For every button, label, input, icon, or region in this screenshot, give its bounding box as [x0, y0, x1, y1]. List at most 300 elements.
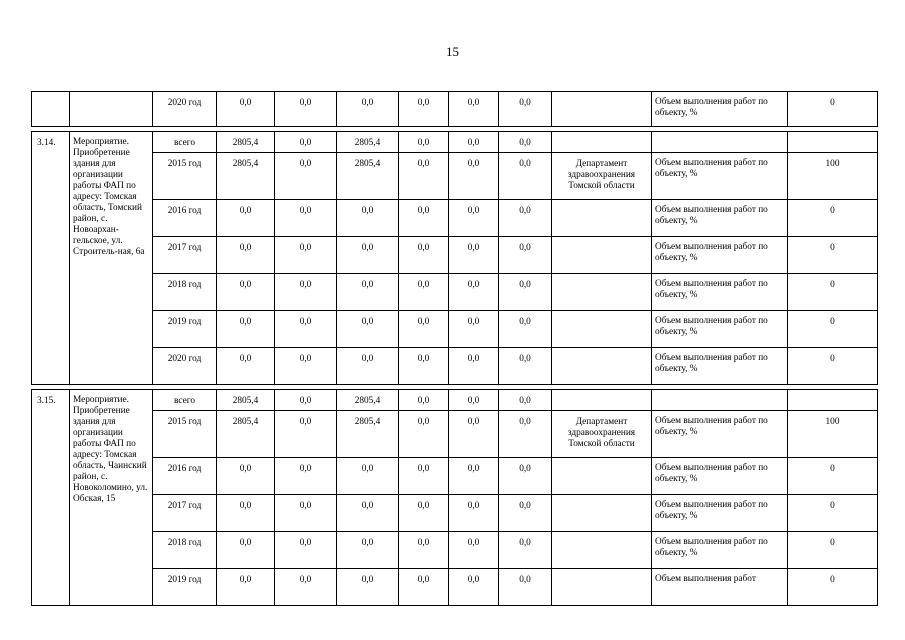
value-cell-fed-text: 0,0 — [299, 501, 312, 511]
value-cell-reg — [337, 274, 399, 311]
value-cell-ext — [449, 411, 499, 458]
value-cell-fed — [275, 348, 337, 385]
department-cell-text — [552, 348, 651, 354]
value-cell-total — [217, 458, 275, 495]
department-cell-text — [552, 200, 651, 206]
value-cell-reg — [337, 569, 399, 606]
year-cell-text: 2016 год — [167, 206, 202, 216]
table-row — [32, 237, 878, 274]
target-value-cell — [788, 92, 878, 127]
table-row — [32, 411, 878, 458]
value-cell-ext — [449, 390, 499, 411]
indicator-cell-text: Объем выполнения работ — [655, 574, 756, 584]
target-value-cell-text: 0 — [830, 317, 835, 327]
indicator-cell-text: Объем выполнения работ по объекту, % — [655, 205, 768, 226]
indicator-cell — [652, 458, 788, 495]
year-cell-text: 2018 год — [167, 280, 202, 290]
value-cell-extra — [499, 237, 552, 274]
table-row — [32, 569, 878, 606]
value-cell-ext-text: 0,0 — [467, 575, 480, 585]
value-cell-extra — [499, 153, 552, 200]
value-cell-extra — [499, 495, 552, 532]
target-value-cell — [788, 132, 878, 153]
value-cell-ext-text: 0,0 — [467, 354, 480, 364]
value-cell-reg — [337, 411, 399, 458]
target-value-cell-text: 0 — [830, 575, 835, 585]
value-cell-fed — [275, 532, 337, 569]
value-cell-loc-text: 0,0 — [417, 243, 430, 253]
department-cell-text — [552, 532, 651, 538]
indicator-cell — [652, 237, 788, 274]
department-cell — [552, 311, 652, 348]
value-cell-reg-text: 0,0 — [361, 464, 374, 474]
value-cell-extra-text: 0,0 — [519, 396, 531, 406]
value-cell-total-text: 2805,4 — [232, 417, 259, 427]
value-cell-total-text: 2805,4 — [232, 396, 259, 406]
value-cell-reg — [337, 311, 399, 348]
value-cell-ext-text: 0,0 — [467, 243, 480, 253]
target-value-cell — [788, 237, 878, 274]
activity-name-cell-text — [70, 92, 152, 97]
department-cell — [552, 532, 652, 569]
table-row — [32, 311, 878, 348]
department-cell-text — [552, 495, 651, 501]
target-value-cell — [788, 311, 878, 348]
target-value-cell-text: 0 — [830, 501, 835, 511]
value-cell-fed-text: 0,0 — [299, 538, 312, 548]
indicator-cell-text: Объем выполнения работ по объекту, % — [655, 500, 768, 521]
value-cell-loc — [399, 311, 449, 348]
value-cell-fed — [275, 495, 337, 532]
table-row — [32, 532, 878, 569]
value-cell-reg-text: 0,0 — [361, 206, 374, 216]
value-cell-extra-text: 0,0 — [519, 417, 531, 427]
table-row — [32, 390, 878, 411]
value-cell-extra-text: 0,0 — [519, 243, 531, 253]
value-cell-ext-text: 0,0 — [467, 396, 480, 406]
value-cell-fed — [275, 237, 337, 274]
value-cell-loc-text: 0,0 — [417, 206, 430, 216]
value-cell-fed-text: 0,0 — [299, 464, 312, 474]
value-cell-reg — [337, 495, 399, 532]
value-cell-total — [217, 132, 275, 153]
value-cell-total — [217, 311, 275, 348]
year-cell — [153, 411, 217, 458]
year-cell — [153, 237, 217, 274]
indicator-cell-text: Объем выполнения работ по объекту, % — [655, 416, 768, 437]
indicator-cell — [652, 274, 788, 311]
value-cell-reg — [337, 532, 399, 569]
value-cell-loc — [399, 458, 449, 495]
value-cell-loc — [399, 132, 449, 153]
indicator-cell — [652, 411, 788, 458]
value-cell-fed — [275, 458, 337, 495]
value-cell-loc — [399, 532, 449, 569]
department-cell — [552, 390, 652, 411]
target-value-cell-text — [788, 390, 877, 396]
department-cell-text — [552, 569, 651, 575]
value-cell-ext — [449, 92, 499, 127]
year-cell-text: всего — [174, 396, 195, 406]
value-cell-extra — [499, 411, 552, 458]
target-value-cell-text: 0 — [830, 538, 835, 548]
value-cell-loc-text: 0,0 — [417, 575, 430, 585]
indicator-cell-text: Объем выполнения работ по объекту, % — [655, 158, 768, 179]
value-cell-reg-text: 0,0 — [361, 243, 374, 253]
year-cell-text: 2015 год — [167, 159, 202, 169]
value-cell-reg-text: 0,0 — [361, 280, 374, 290]
value-cell-ext-text: 0,0 — [467, 159, 480, 169]
indicator-cell — [652, 532, 788, 569]
target-value-cell-text: 100 — [825, 159, 840, 169]
target-value-cell — [788, 495, 878, 532]
value-cell-loc-text: 0,0 — [417, 317, 430, 327]
value-cell-ext-text: 0,0 — [467, 417, 480, 427]
value-cell-loc-text: 0,0 — [417, 417, 430, 427]
target-value-cell-text: 0 — [830, 98, 835, 108]
value-cell-loc — [399, 153, 449, 200]
value-cell-ext-text: 0,0 — [467, 501, 480, 511]
year-cell — [153, 311, 217, 348]
value-cell-ext — [449, 348, 499, 385]
value-cell-total-text: 0,0 — [239, 280, 252, 290]
value-cell-reg — [337, 153, 399, 200]
table-row — [32, 132, 878, 153]
value-cell-reg — [337, 458, 399, 495]
value-cell-extra-text: 0,0 — [519, 138, 531, 148]
value-cell-loc-text: 0,0 — [417, 159, 430, 169]
indicator-cell-text — [652, 390, 787, 395]
year-cell — [153, 569, 217, 606]
activity-name-cell-text: Мероприятие. Приобретение здания для организации работы ФАП по адресу: Томская область, Чаинский район, с. Новоколомино, ул. Обская, 15 — [73, 395, 148, 504]
value-cell-fed — [275, 390, 337, 411]
year-cell — [153, 132, 217, 153]
target-value-cell — [788, 532, 878, 569]
value-cell-fed — [275, 411, 337, 458]
indicator-cell — [652, 153, 788, 200]
value-cell-extra — [499, 532, 552, 569]
table-row — [32, 348, 878, 385]
value-cell-reg-text: 2805,4 — [354, 138, 381, 148]
value-cell-total — [217, 532, 275, 569]
target-value-cell — [788, 274, 878, 311]
department-cell — [552, 274, 652, 311]
indicator-cell-text: Объем выполнения работ по объекту, % — [655, 97, 768, 118]
year-cell — [153, 348, 217, 385]
indicator-cell-text: Объем выполнения работ по объекту, % — [655, 353, 768, 374]
value-cell-extra-text: 0,0 — [519, 206, 531, 216]
value-cell-ext — [449, 495, 499, 532]
value-cell-extra-text: 0,0 — [519, 317, 531, 327]
department-cell-text — [552, 311, 651, 317]
value-cell-reg-text: 2805,4 — [354, 396, 381, 406]
value-cell-reg — [337, 390, 399, 411]
value-cell-loc-text: 0,0 — [417, 138, 430, 148]
activity-index-cell — [32, 390, 70, 606]
table-row — [32, 200, 878, 237]
target-value-cell-text: 0 — [830, 354, 835, 364]
year-cell — [153, 390, 217, 411]
value-cell-fed — [275, 153, 337, 200]
indicator-cell-text: Объем выполнения работ по объекту, % — [655, 279, 768, 300]
activity-index-cell-text: 3.14. — [37, 138, 56, 148]
value-cell-fed — [275, 311, 337, 348]
value-cell-ext — [449, 153, 499, 200]
value-cell-reg-text: 2805,4 — [354, 159, 381, 169]
value-cell-reg-text: 2805,4 — [354, 417, 381, 427]
value-cell-fed-text: 0,0 — [299, 280, 312, 290]
table-row — [32, 495, 878, 532]
indicator-cell — [652, 200, 788, 237]
value-cell-fed-text: 0,0 — [299, 206, 312, 216]
value-cell-ext-text: 0,0 — [467, 138, 480, 148]
value-cell-ext — [449, 200, 499, 237]
value-cell-total — [217, 569, 275, 606]
value-cell-ext-text: 0,0 — [467, 98, 480, 108]
value-cell-extra — [499, 92, 552, 127]
value-cell-extra-text: 0,0 — [519, 464, 531, 474]
indicator-cell — [652, 569, 788, 606]
value-cell-extra — [499, 274, 552, 311]
year-cell-text: 2020 год — [167, 354, 202, 364]
page-number: 15 — [446, 44, 459, 59]
value-cell-loc — [399, 495, 449, 532]
value-cell-reg-text: 0,0 — [361, 575, 374, 585]
value-cell-extra-text: 0,0 — [519, 98, 531, 108]
value-cell-reg-text: 0,0 — [361, 501, 374, 511]
value-cell-reg-text: 0,0 — [361, 354, 374, 364]
table-row — [32, 153, 878, 200]
value-cell-ext — [449, 132, 499, 153]
value-cell-extra — [499, 458, 552, 495]
value-cell-loc — [399, 92, 449, 127]
target-value-cell — [788, 411, 878, 458]
value-cell-ext-text: 0,0 — [467, 206, 480, 216]
value-cell-total — [217, 348, 275, 385]
value-cell-extra-text: 0,0 — [519, 280, 531, 290]
department-cell — [552, 348, 652, 385]
value-cell-ext-text: 0,0 — [467, 317, 480, 327]
target-value-cell — [788, 200, 878, 237]
year-cell-text: 2019 год — [167, 317, 202, 327]
value-cell-total — [217, 411, 275, 458]
activity-name-cell-text: Мероприятие. Приобретение здания для организации работы ФАП по адресу: Томская область, Томский район, с. Новоархан-гельское, ул. Строитель-ная, 6а — [73, 137, 145, 257]
value-cell-loc-text: 0,0 — [417, 464, 430, 474]
value-cell-ext-text: 0,0 — [467, 538, 480, 548]
year-cell — [153, 495, 217, 532]
year-cell-text: 2017 год — [167, 243, 202, 253]
target-value-cell-text: 100 — [825, 417, 840, 427]
value-cell-total-text: 0,0 — [239, 243, 252, 253]
value-cell-extra-text: 0,0 — [519, 159, 531, 169]
indicator-cell-text: Объем выполнения работ по объекту, % — [655, 463, 768, 484]
value-cell-total-text: 0,0 — [239, 354, 252, 364]
value-cell-total — [217, 153, 275, 200]
value-cell-loc-text: 0,0 — [417, 354, 430, 364]
department-cell — [552, 237, 652, 274]
value-cell-ext — [449, 311, 499, 348]
value-cell-loc — [399, 274, 449, 311]
value-cell-loc-text: 0,0 — [417, 538, 430, 548]
value-cell-total-text: 0,0 — [239, 464, 252, 474]
value-cell-total-text: 0,0 — [239, 575, 252, 585]
activity-name-cell — [70, 390, 153, 606]
value-cell-total-text: 0,0 — [239, 206, 252, 216]
value-cell-loc-text: 0,0 — [417, 280, 430, 290]
value-cell-loc — [399, 411, 449, 458]
value-cell-extra-text: 0,0 — [519, 501, 531, 511]
value-cell-loc-text: 0,0 — [417, 501, 430, 511]
table-row — [32, 274, 878, 311]
year-cell-text: 2018 год — [167, 538, 202, 548]
value-cell-reg — [337, 348, 399, 385]
value-cell-total — [217, 495, 275, 532]
value-cell-total-text: 2805,4 — [232, 138, 259, 148]
value-cell-total-text: 0,0 — [239, 98, 252, 108]
year-cell — [153, 153, 217, 200]
year-cell-text: 2019 год — [167, 575, 202, 585]
target-value-cell-text: 0 — [830, 206, 835, 216]
program-table — [31, 91, 878, 606]
value-cell-total-text: 0,0 — [239, 317, 252, 327]
value-cell-total-text: 0,0 — [239, 538, 252, 548]
value-cell-fed-text: 0,0 — [299, 575, 312, 585]
value-cell-ext — [449, 237, 499, 274]
value-cell-extra — [499, 200, 552, 237]
year-cell — [153, 458, 217, 495]
value-cell-total — [217, 274, 275, 311]
year-cell-text: 2017 год — [167, 501, 202, 511]
department-cell-text — [552, 92, 651, 98]
value-cell-fed — [275, 274, 337, 311]
value-cell-reg — [337, 132, 399, 153]
value-cell-fed-text: 0,0 — [299, 243, 312, 253]
value-cell-extra — [499, 390, 552, 411]
indicator-cell — [652, 132, 788, 153]
value-cell-loc — [399, 237, 449, 274]
value-cell-fed — [275, 132, 337, 153]
year-cell — [153, 532, 217, 569]
value-cell-total — [217, 390, 275, 411]
indicator-cell — [652, 311, 788, 348]
value-cell-total — [217, 237, 275, 274]
department-cell-text — [552, 132, 651, 138]
target-value-cell-text: 0 — [830, 464, 835, 474]
target-value-cell — [788, 569, 878, 606]
value-cell-ext — [449, 274, 499, 311]
value-cell-total-text: 2805,4 — [232, 159, 259, 169]
target-value-cell — [788, 348, 878, 385]
index-cell-text — [32, 92, 69, 98]
table-row — [32, 92, 878, 127]
value-cell-fed-text: 0,0 — [299, 417, 312, 427]
value-cell-loc — [399, 569, 449, 606]
activity-index-cell-text: 3.15. — [37, 396, 56, 406]
table-body — [32, 92, 878, 606]
year-cell — [153, 200, 217, 237]
department-cell — [552, 92, 652, 127]
department-cell-text — [552, 458, 651, 464]
value-cell-extra-text: 0,0 — [519, 575, 531, 585]
value-cell-fed-text: 0,0 — [299, 98, 312, 108]
value-cell-extra — [499, 311, 552, 348]
department-cell-text: Департамент здравоохранения Томской области — [567, 159, 636, 191]
department-cell-text — [552, 390, 651, 396]
department-cell — [552, 458, 652, 495]
indicator-cell-text: Объем выполнения работ по объекту, % — [655, 242, 768, 263]
department-cell — [552, 200, 652, 237]
value-cell-ext — [449, 458, 499, 495]
year-cell-text: 2016 год — [167, 464, 202, 474]
value-cell-fed-text: 0,0 — [299, 396, 312, 406]
value-cell-extra-text: 0,0 — [519, 538, 531, 548]
activity-name-cell — [70, 132, 153, 385]
value-cell-reg-text: 0,0 — [361, 98, 374, 108]
value-cell-total-text: 0,0 — [239, 501, 252, 511]
indicator-cell — [652, 390, 788, 411]
value-cell-extra — [499, 132, 552, 153]
indicator-cell-text — [652, 132, 787, 137]
indicator-cell-text: Объем выполнения работ по объекту, % — [655, 316, 768, 337]
department-cell-text: Департамент здравоохранения Томской области — [567, 417, 636, 449]
table-row — [32, 458, 878, 495]
value-cell-fed — [275, 92, 337, 127]
value-cell-ext-text: 0,0 — [467, 280, 480, 290]
target-value-cell — [788, 153, 878, 200]
value-cell-reg-text: 0,0 — [361, 317, 374, 327]
department-cell-text — [552, 274, 651, 280]
department-cell-text — [552, 237, 651, 243]
value-cell-fed-text: 0,0 — [299, 159, 312, 169]
value-cell-ext — [449, 569, 499, 606]
index-cell — [32, 92, 70, 127]
target-value-cell-text: 0 — [830, 280, 835, 290]
value-cell-fed-text: 0,0 — [299, 138, 312, 148]
target-value-cell — [788, 390, 878, 411]
value-cell-reg — [337, 237, 399, 274]
year-cell — [153, 274, 217, 311]
value-cell-total — [217, 92, 275, 127]
target-value-cell-text — [788, 132, 877, 138]
value-cell-fed — [275, 569, 337, 606]
value-cell-extra-text: 0,0 — [519, 354, 531, 364]
department-cell — [552, 132, 652, 153]
value-cell-reg — [337, 200, 399, 237]
value-cell-extra — [499, 348, 552, 385]
value-cell-loc — [399, 390, 449, 411]
value-cell-loc-text: 0,0 — [417, 396, 430, 406]
target-value-cell — [788, 458, 878, 495]
value-cell-extra — [499, 569, 552, 606]
value-cell-total — [217, 200, 275, 237]
year-cell-text: 2020 год — [167, 98, 202, 108]
value-cell-reg — [337, 92, 399, 127]
value-cell-loc-text: 0,0 — [417, 98, 430, 108]
indicator-cell — [652, 92, 788, 127]
value-cell-ext — [449, 532, 499, 569]
indicator-cell-text: Объем выполнения работ по объекту, % — [655, 537, 768, 558]
indicator-cell — [652, 495, 788, 532]
value-cell-fed-text: 0,0 — [299, 317, 312, 327]
year-cell-text: 2015 год — [167, 417, 202, 427]
department-cell — [552, 495, 652, 532]
department-cell — [552, 411, 652, 458]
indicator-cell — [652, 348, 788, 385]
activity-index-cell — [32, 132, 70, 385]
target-value-cell-text: 0 — [830, 243, 835, 253]
value-cell-fed-text: 0,0 — [299, 354, 312, 364]
year-cell-text: всего — [174, 138, 195, 148]
